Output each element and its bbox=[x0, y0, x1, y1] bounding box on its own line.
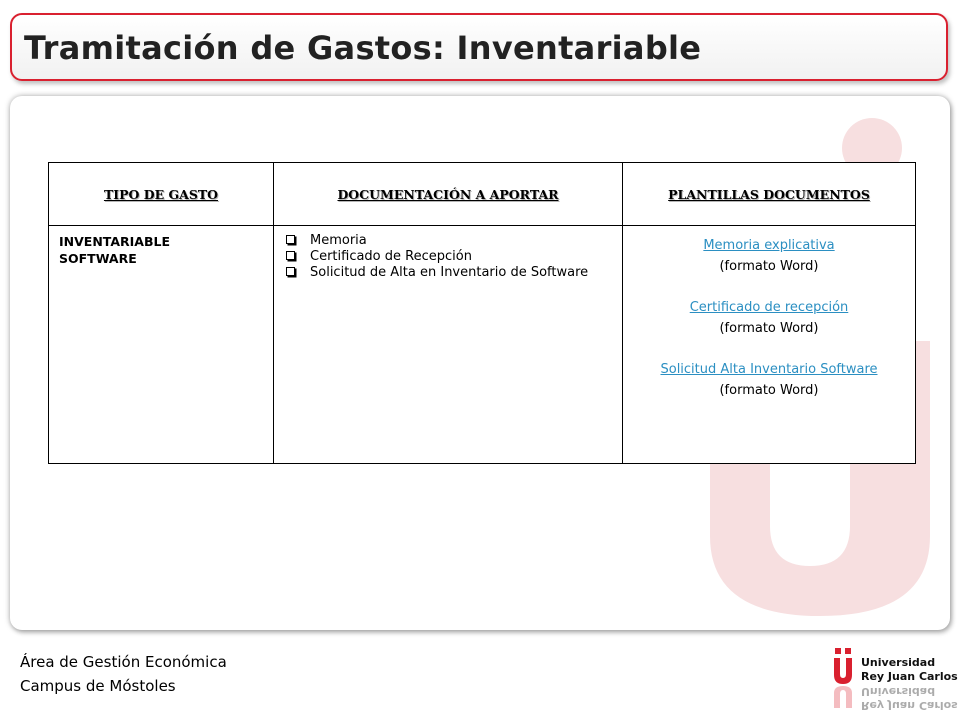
footer-area: Área de Gestión Económica bbox=[20, 653, 227, 671]
template-item bbox=[627, 234, 911, 278]
urjc-logo-icon bbox=[830, 646, 858, 714]
logo-line: Universidad bbox=[861, 685, 936, 698]
logo-line: Rey Juan Carlos bbox=[861, 699, 958, 712]
header-tipo-gasto: TIPO DE GASTO bbox=[49, 163, 274, 226]
checkbox-bullet-icon bbox=[286, 251, 295, 260]
template-link-solicitud[interactable]: Solicitud Alta Inventario Software bbox=[660, 362, 878, 377]
list-item bbox=[286, 233, 612, 249]
template-item bbox=[627, 358, 911, 402]
logo-line: Rey Juan Carlos bbox=[861, 670, 958, 683]
template-link-memoria[interactable]: Memoria explicativa bbox=[703, 238, 835, 253]
documents-list bbox=[286, 233, 612, 281]
list-item bbox=[286, 249, 612, 265]
templates-cell bbox=[623, 226, 916, 464]
list-item bbox=[286, 265, 612, 281]
template-link-certificado[interactable]: Certificado de recepción bbox=[689, 300, 849, 315]
checkbox-bullet-icon bbox=[286, 267, 295, 276]
table-row bbox=[49, 226, 916, 464]
document-label: Solicitud de Alta en Inventario de Software bbox=[310, 265, 589, 280]
expense-type-cell bbox=[49, 226, 274, 464]
university-logo bbox=[830, 646, 958, 714]
logo-line: Universidad bbox=[861, 656, 936, 669]
documents-cell bbox=[274, 226, 623, 464]
template-format: (formato Word) bbox=[719, 259, 819, 274]
content-panel bbox=[10, 96, 950, 630]
template-format: (formato Word) bbox=[719, 321, 819, 336]
template-item bbox=[627, 296, 911, 340]
header-plantillas: PLANTILLAS DOCUMENTOS bbox=[623, 163, 916, 226]
page-title: Tramitación de Gastos: Inventariable bbox=[24, 29, 702, 67]
header-documentacion: DOCUMENTACIÓN A APORTAR bbox=[274, 163, 623, 226]
title-banner bbox=[10, 13, 948, 81]
logo-text bbox=[861, 656, 958, 684]
table-header-row bbox=[49, 163, 916, 226]
expense-type-line: SOFTWARE bbox=[59, 251, 137, 266]
expense-type-line: INVENTARIABLE bbox=[59, 234, 170, 249]
checkbox-bullet-icon bbox=[286, 235, 295, 244]
footer-info bbox=[20, 650, 227, 698]
document-label: Certificado de Recepción bbox=[310, 249, 472, 264]
logo-reflection bbox=[861, 684, 958, 712]
template-format: (formato Word) bbox=[719, 383, 819, 398]
expense-table bbox=[48, 162, 916, 464]
footer-campus: Campus de Móstoles bbox=[20, 677, 176, 695]
document-label: Memoria bbox=[310, 233, 367, 248]
